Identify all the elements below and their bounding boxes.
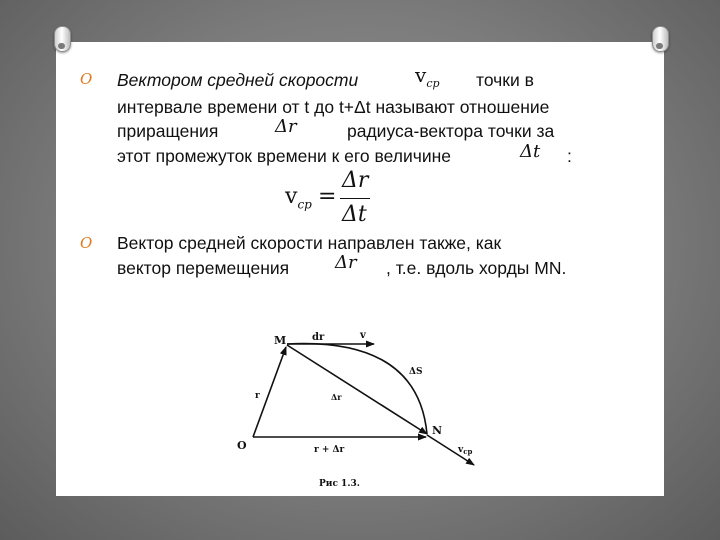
bullet2-line2-a: вектор перемещения: [117, 258, 290, 278]
bullet1-line3-b: радиуса-вектора точки за: [347, 121, 555, 141]
symbol-delta-r-2: Δr: [335, 252, 357, 273]
bullet1-line3-a: приращения: [117, 121, 219, 141]
bullet-marker-icon: O: [80, 234, 93, 252]
bullet1-intro: Вектором средней скорости: [117, 70, 359, 90]
label-v-cp: $v_{cp}$: [458, 445, 473, 456]
label-point-m: M: [274, 334, 287, 347]
label-dr: dr: [312, 332, 325, 343]
bullet1-line2: интервале времени от t до t+Δt называют отношение: [117, 97, 550, 117]
label-v: v: [360, 330, 366, 341]
formula-denominator: Δt: [342, 202, 367, 227]
label-ds: ΔS: [409, 367, 423, 377]
formula-numerator: Δr: [342, 168, 369, 193]
label-point-n: N: [432, 424, 443, 437]
bullet2-line2-b: , т.е. вдоль хорды MN.: [386, 258, 567, 278]
bullet1-intro-tail: точки в: [476, 70, 534, 90]
label-point-o: O: [237, 439, 247, 452]
label-r: r: [255, 391, 260, 401]
bullet-marker-icon: O: [80, 70, 93, 88]
symbol-delta-t: Δt: [520, 141, 541, 162]
bullet2-line1: Вектор средней скорости направлен также, как: [117, 233, 502, 253]
formula-lhs: $v_{cp}$: [285, 184, 312, 212]
bullet1-colon: :: [567, 146, 572, 166]
symbol-delta-r: Δr: [275, 116, 297, 137]
vector-delta-r: [287, 345, 427, 434]
symbol-v-cp: $v_{cp}$: [415, 63, 440, 90]
label-r-plus-dr: r + Δr: [314, 445, 345, 455]
bullet1-line4-a: этот промежуток времени к его величине: [117, 146, 452, 166]
label-delta-r: Δr: [331, 392, 342, 402]
formula-equals: =: [318, 184, 337, 209]
figure-caption: Рис 1.3.: [319, 479, 360, 489]
